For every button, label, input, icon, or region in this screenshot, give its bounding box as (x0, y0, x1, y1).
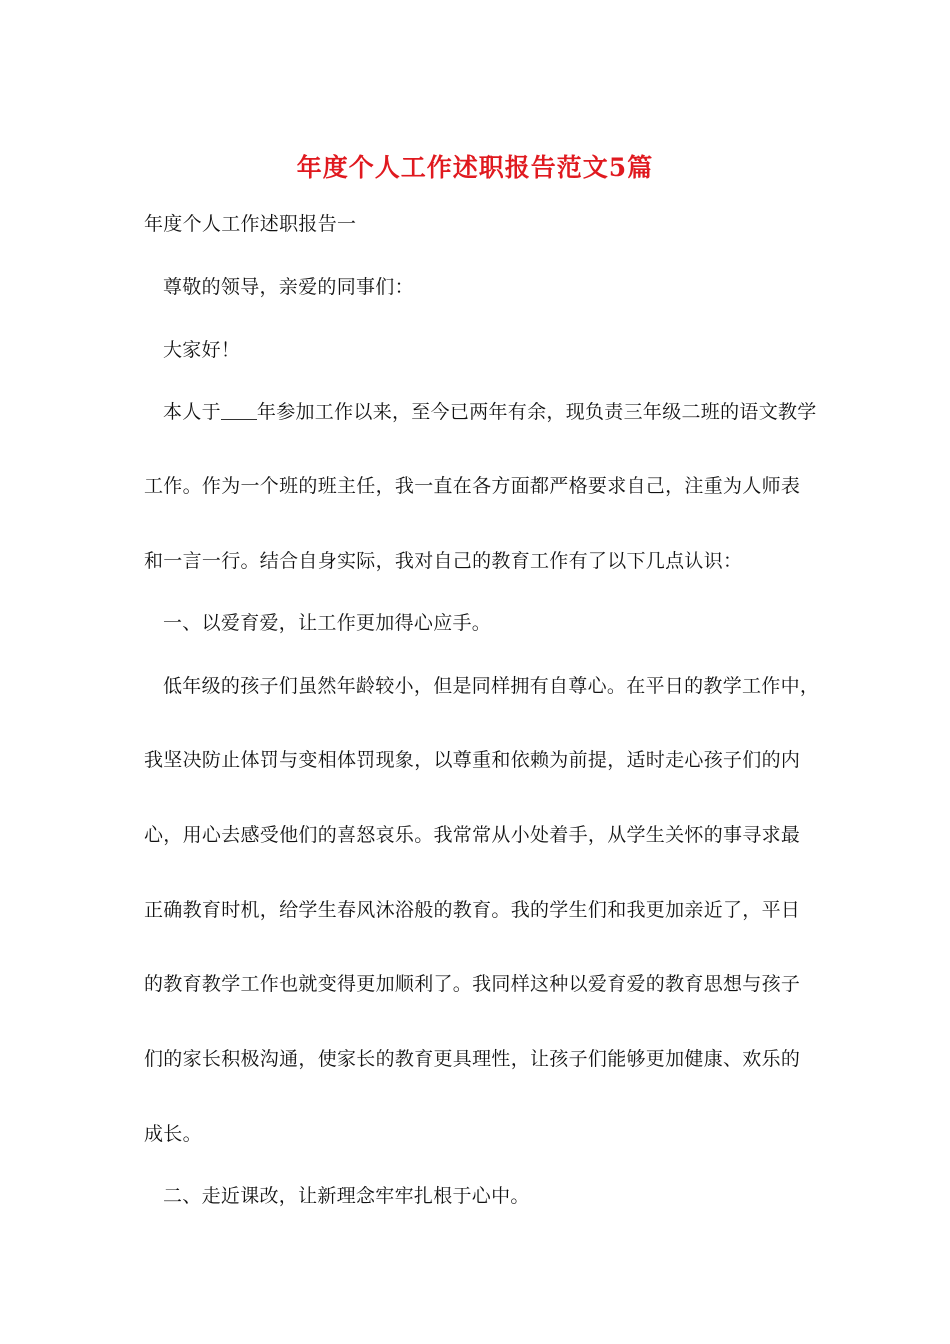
section-1-heading: 一、以爱育爱，让工作更加得心应手。 (163, 612, 492, 634)
paragraph-2-line-5: 的教育教学工作也就变得更加顺利了。我同样这种以爱育爱的教育思想与孩子 (144, 973, 801, 995)
document-title: 年度个人工作述职报告范文5篇 (296, 153, 654, 182)
blank-year-field (221, 399, 257, 420)
paragraph-1-line-3: 和一言一行。结合自身实际，我对自己的教育工作有了以下几点认识： (144, 550, 743, 572)
paragraph-1-line-1 (144, 397, 828, 427)
paragraph-2-line-6: 们的家长积极沟通，使家长的教育更具理性，让孩子们能够更加健康、欢乐的 (144, 1048, 801, 1070)
paragraph-1-line-1-before: 本人于 (163, 401, 221, 423)
paragraph-2-line-7: 成长。 (144, 1123, 202, 1145)
paragraph-2-line-3: 心，用心去感受他们的喜怒哀乐。我常常从小处着手，从学生关怀的事寻求最 (144, 824, 801, 846)
paragraph-1-line-1-after: 年参加工作以来，至今已两年有余，现负责三年级二班的语文教学 (256, 401, 817, 423)
salutation: 尊敬的领导，亲爱的同事们： (163, 276, 414, 298)
report-heading: 年度个人工作述职报告一 (144, 213, 357, 235)
paragraph-2-line-2: 我坚决防止体罚与变相体罚现象，以尊重和依赖为前提，适时走心孩子们的内 (144, 749, 801, 771)
paragraph-2-line-1: 低年级的孩子们虽然年龄较小，但是同样拥有自尊心。在平日的教学工作中， (163, 675, 820, 697)
greeting: 大家好！ (163, 339, 241, 361)
paragraph-2-line-4: 正确教育时机，给学生春风沐浴般的教育。我的学生们和我更加亲近了，平日 (144, 899, 801, 921)
section-2-heading: 二、走近课改，让新理念牢牢扎根于心中。 (163, 1185, 530, 1207)
paragraph-1-line-2: 工作。作为一个班的班主任，我一直在各方面都严格要求自己，注重为人师表 (144, 475, 801, 497)
